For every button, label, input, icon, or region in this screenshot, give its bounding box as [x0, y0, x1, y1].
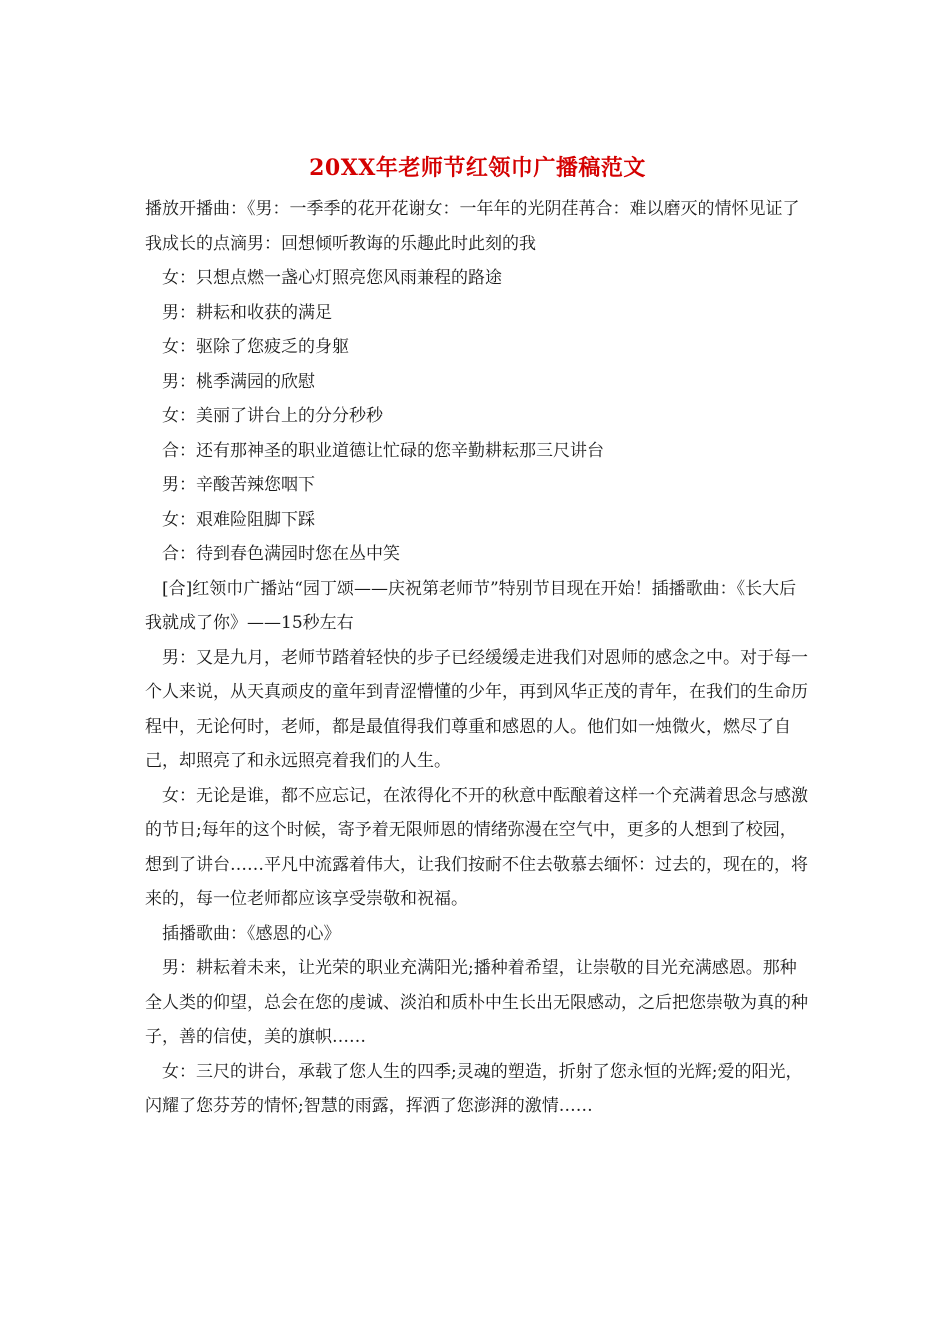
paragraph: 合：还有那神圣的职业道德让忙碌的您辛勤耕耘那三尺讲台	[162, 440, 604, 461]
paragraph: 女：三尺的讲台，承载了您人生的四季;灵魂的塑造，折射了您永恒的光辉;爱的阳光，闪耀了您芬芳的情怀;智慧的雨露，挥洒了您澎湃的激情……	[145, 1061, 803, 1116]
document-title: 20XX年老师节红领巾广播稿范文	[309, 155, 646, 181]
document-body	[145, 192, 810, 1124]
paragraph: 女：只想点燃一盏心灯照亮您风雨兼程的路途	[162, 268, 502, 288]
paragraph: 播放开播曲：《男：一季季的花开花谢女：一年年的光阴荏苒合：难以磨灭的情怀见证了我成长的点滴男：回想倾听教诲的乐趣此时此刻的我	[145, 199, 800, 254]
paragraph: 女：驱除了您疲乏的身躯	[162, 337, 349, 357]
paragraph: 女：艰难险阻脚下踩	[162, 509, 315, 530]
paragraph: 男：耕耘和收获的满足	[162, 302, 332, 323]
paragraph: 插播歌曲：《感恩的心》	[162, 923, 341, 944]
document-page	[145, 150, 810, 1124]
paragraph: 男：桃季满园的欣慰	[162, 371, 315, 392]
paragraph: 男：又是九月，老师节踏着轻快的步子已经缓缓走进我们对恩师的感念之中。对于每一个人来说，从天真顽皮的童年到青涩懵懂的少年，再到风华正茂的青年，在我们的生命历程中，无论何时，老师，都是最值得我们尊重和感恩的人。他们如一烛微火，燃尽了自己，却照亮了和永远照亮着我们的人生。	[145, 647, 808, 771]
paragraph: [合]红领巾广播站“园丁颂——庆祝第老师节”特别节目现在开始！插播歌曲：《长大后我就成了你》——15秒左右	[145, 578, 797, 633]
paragraph: 女：美丽了讲台上的分分秒秒	[162, 406, 383, 426]
paragraph: 男：耕耘着未来，让光荣的职业充满阳光;播种着希望，让崇敬的目光充满感恩。那种全人类的仰望，总会在您的虔诚、淡泊和质朴中生长出无限感动，之后把您崇敬为真的种子，善的信使，美的旗帜……	[145, 958, 808, 1047]
paragraph: 合：待到春色满园时您在丛中笑	[162, 544, 400, 564]
paragraph: 男：辛酸苦辣您咽下	[162, 475, 315, 495]
paragraph: 女：无论是谁，都不应忘记，在浓得化不开的秋意中酝酿着这样一个充满着思念与感激的节日;每年的这个时候，寄予着无限师恩的情绪弥漫在空气中，更多的人想到了校园，想到了讲台……平凡中流露着伟大，让我们按耐不住去敬慕去缅怀：过去的，现在的，将来的，每一位老师都应该享受崇敬和祝福。	[145, 785, 808, 909]
